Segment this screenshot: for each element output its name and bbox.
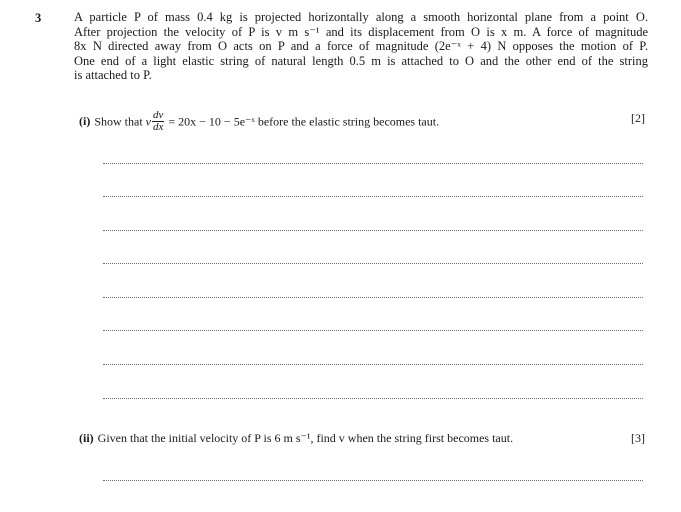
part-i-marks: [2] [631,111,645,125]
part-i-label: (i) [79,114,91,129]
fraction-numerator: dv [153,109,164,121]
answer-line[interactable] [103,163,643,164]
answer-line[interactable] [103,230,643,231]
part-ii-question: Given that the initial velocity of P is 6 m s⁻¹, find v when the string first becomes taut. [97,431,514,445]
question-number: 3 [35,11,42,25]
question-stem [74,10,648,83]
answer-line[interactable] [103,297,643,298]
answer-line[interactable] [103,196,643,197]
answer-line[interactable] [103,330,643,331]
part-ii-text [79,431,513,446]
stem-line: A particle P of mass 0.4 kg is projected horizontally along a smooth horizontal plane from a point O. [74,10,648,24]
stem-line: One end of a light elastic string of natural length 0.5 m is attached to O and the other end of the string [74,53,648,68]
part-ii-label: (ii) [79,431,94,445]
part-i-text [79,111,439,134]
dv-dx-fraction [152,110,164,133]
answer-line[interactable] [103,263,643,264]
part-ii [79,431,645,447]
answer-line[interactable] [103,364,643,365]
part-i-frac-prefix: v [145,114,151,129]
part-i-text-after: = 20x − 10 − 5e⁻ˣ before the elastic string becomes taut. [165,114,440,129]
fraction-denominator: dx [153,121,164,133]
answer-line[interactable] [103,480,643,481]
answer-line[interactable] [103,398,643,399]
stem-line: 8x N directed away from O acts on P and a force of magnitude (2e⁻ˣ + 4) N opposes the motion of P. [74,39,648,54]
part-i-text-before: Show that [94,114,146,129]
part-i [79,102,645,132]
stem-line: is attached to P. [74,68,152,83]
stem-line: After projection the velocity of P is v m s⁻¹ and its displacement from O is x m. A force of magnitude [74,24,648,39]
part-ii-marks: [3] [631,431,645,445]
